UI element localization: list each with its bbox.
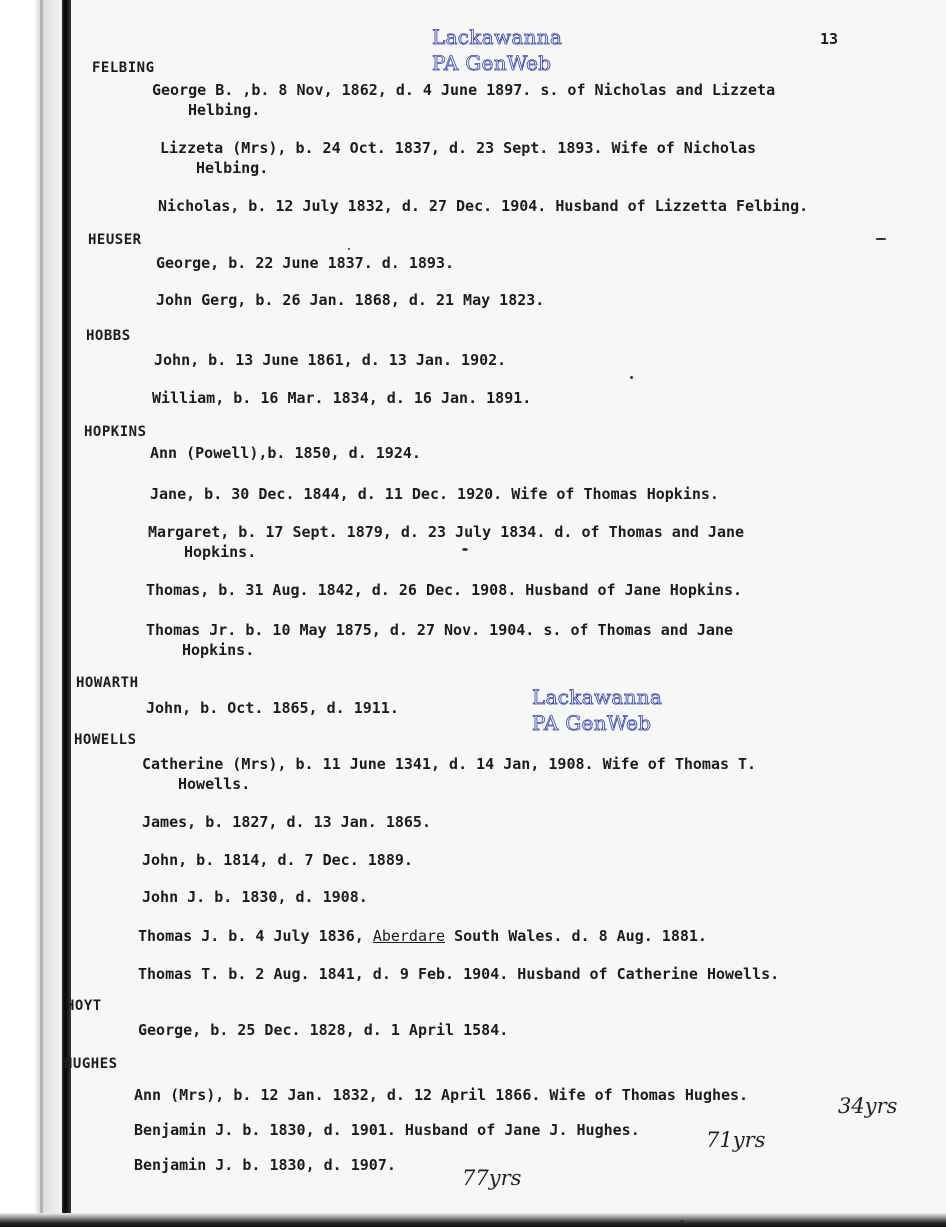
- entry-line: Benjamin J. b. 1830, d. 1907.: [134, 1156, 396, 1174]
- entry-jane-hopkins: [150, 484, 719, 504]
- page-number: 13: [820, 30, 839, 48]
- surname-heading: HEUSER: [88, 232, 142, 248]
- surname-heading: HOPKINS: [84, 424, 147, 440]
- binding-line: [40, 0, 43, 1227]
- watermark-line1: Lackawanna: [432, 25, 563, 49]
- scan-speck: [680, 1220, 684, 1223]
- page-bottom-edge: [0, 1213, 946, 1227]
- entry-continuation: Hopkins.: [184, 543, 257, 561]
- entry-line: James, b. 1827, d. 13 Jan. 1865.: [142, 813, 431, 831]
- entry-line: John, b. 13 June 1861, d. 13 Jan. 1902.: [154, 351, 507, 369]
- entry-line: Jane, b. 30 Dec. 1844, d. 11 Dec. 1920. Wife of Thomas Hopkins.: [150, 485, 719, 503]
- scan-speck: [462, 548, 468, 551]
- entry-william-hobbs: [152, 388, 531, 408]
- entry-continuation: Helbing.: [188, 101, 261, 119]
- entry-line: John Gerg, b. 26 Jan. 1868, d. 21 May 1823.: [156, 291, 545, 309]
- entry-continuation: Hopkins.: [182, 641, 255, 659]
- entry-ann-hughes: [134, 1085, 748, 1105]
- surname-heading: HUGHES: [64, 1056, 118, 1072]
- entry-text-before: Thomas J. b. 4 July 1836,: [138, 927, 373, 945]
- underlined-place: Aberdare: [372, 927, 446, 945]
- handwritten-note: 71yrs: [706, 1128, 766, 1152]
- entry-john-heuser: [156, 290, 544, 310]
- entry-john-howells: [142, 850, 413, 870]
- entry-thomas-jr-hopkins: [146, 620, 733, 660]
- surname-heading: HOBBS: [86, 328, 131, 344]
- scan-speck: [348, 248, 350, 250]
- watermark-line2: PA GenWeb: [432, 51, 552, 75]
- entry-john-j-howells: [142, 887, 368, 907]
- entry-text-after: South Wales. d. 8 Aug. 1881.: [445, 927, 707, 945]
- entry-line: Ann (Powell),b. 1850, d. 1924.: [150, 444, 421, 462]
- surname-heading: HOYT: [66, 998, 102, 1014]
- entry-line: George B. ,b. 8 Nov, 1862, d. 4 June 1897. s. of Nicholas and Lizzeta: [152, 81, 776, 99]
- entry-line: Catherine (Mrs), b. 11 June 1341, d. 14 Jan, 1908. Wife of Thomas T.: [142, 755, 757, 773]
- watermark-top: [432, 24, 562, 76]
- entry-george-hoyt: [138, 1020, 508, 1040]
- entry-continuation: Helbing.: [196, 159, 269, 177]
- entry-continuation: Howells.: [178, 775, 251, 793]
- entry-line: Thomas Jr. b. 10 May 1875, d. 27 Nov. 1904. s. of Thomas and Jane: [146, 621, 733, 639]
- entry-benjamin-hughes-1: [134, 1120, 640, 1140]
- entry-line: Lizzeta (Mrs), b. 24 Oct. 1837, d. 23 Sept. 1893. Wife of Nicholas: [160, 139, 757, 157]
- entry-line: William, b. 16 Mar. 1834, d. 16 Jan. 1891.: [152, 389, 532, 407]
- entry-catherine-howells: [142, 754, 756, 794]
- entry-line: Thomas T. b. 2 Aug. 1841, d. 9 Feb. 1904. Husband of Catherine Howells.: [138, 965, 780, 983]
- watermark-line2: PA GenWeb: [532, 711, 652, 735]
- entry-line: Margaret, b. 17 Sept. 1879, d. 23 July 1834. d. of Thomas and Jane: [148, 523, 745, 541]
- entry-line: Benjamin J. b. 1830, d. 1901. Husband of Jane J. Hughes.: [134, 1121, 640, 1139]
- entry-line: John, b. 1814, d. 7 Dec. 1889.: [142, 851, 413, 869]
- entry-line: George, b. 22 June 1837. d. 1893.: [156, 254, 455, 272]
- entry-john-hobbs: [154, 350, 506, 370]
- binding-spine: [62, 0, 71, 1227]
- entry-benjamin-hughes-2: [134, 1155, 396, 1175]
- entry-thomas-hopkins: [146, 580, 742, 600]
- entry-thomas-t-howells: [138, 964, 779, 984]
- entry-james-howells: [142, 812, 431, 832]
- entry-nicholas-felbing: [158, 196, 808, 216]
- watermark-middle: [532, 684, 662, 736]
- entry-line: Thomas, b. 31 Aug. 1842, d. 26 Dec. 1908. Husband of Jane Hopkins.: [146, 581, 743, 599]
- entry-line: Ann (Mrs), b. 12 Jan. 1832, d. 12 April 1866. Wife of Thomas Hughes.: [134, 1086, 749, 1104]
- binding-shadow: [0, 0, 62, 1227]
- watermark-line1: Lackawanna: [532, 685, 663, 709]
- scan-speck: [876, 238, 886, 240]
- surname-heading: HOWARTH: [76, 675, 139, 691]
- handwritten-note: 77yrs: [462, 1166, 522, 1190]
- entry-ann-hopkins: [150, 443, 421, 463]
- entry-line: Nicholas, b. 12 July 1832, d. 27 Dec. 1904. Husband of Lizzetta Felbing.: [158, 197, 809, 215]
- entry-line: John, b. Oct. 1865, d. 1911.: [146, 699, 399, 717]
- entry-john-howarth: [146, 698, 399, 718]
- surname-heading: HOWELLS: [74, 732, 137, 748]
- entry-line: John J. b. 1830, d. 1908.: [142, 888, 368, 906]
- entry-margaret-hopkins: [148, 522, 744, 562]
- surname-heading: FELBING: [92, 60, 155, 76]
- handwritten-note: 34yrs: [838, 1094, 898, 1118]
- scan-speck: [630, 376, 633, 379]
- entry-line: George, b. 25 Dec. 1828, d. 1 April 1584.: [138, 1021, 509, 1039]
- entry-george-felbing: [152, 80, 775, 120]
- entry-lizzeta-felbing: [160, 138, 756, 178]
- entry-george-heuser: [156, 253, 454, 273]
- entry-thomas-j-howells: [138, 926, 707, 946]
